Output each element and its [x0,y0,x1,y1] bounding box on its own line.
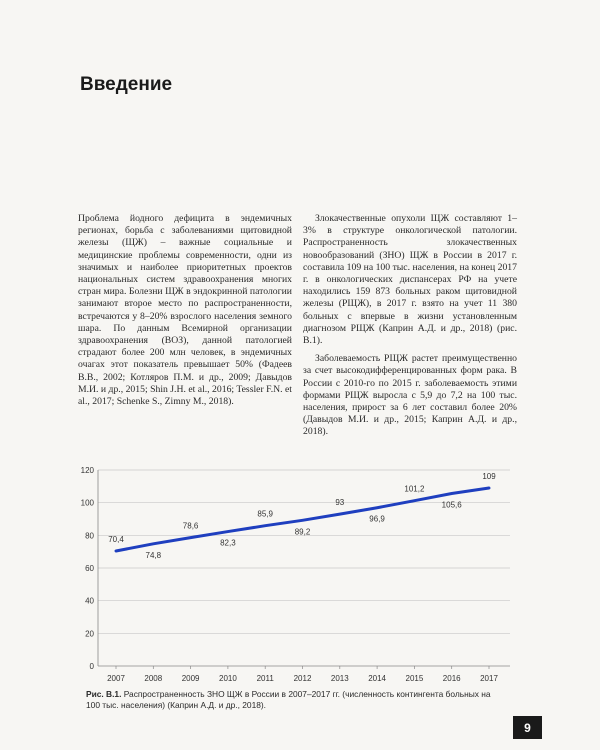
x-tick-label: 2010 [219,674,237,683]
caption-label: Рис. В.1. [86,689,122,699]
y-tick-label: 60 [85,564,94,573]
x-tick-label: 2015 [405,674,424,683]
data-label: 78,6 [182,521,199,531]
x-tick-label: 2013 [330,674,349,683]
x-tick-label: 2016 [442,674,461,683]
y-tick-label: 80 [85,531,94,541]
data-label: 82,3 [220,538,236,548]
data-label: 101,2 [404,484,425,494]
data-label: 93 [335,498,345,508]
figure-caption [86,689,504,711]
x-tick-label: 2014 [368,674,386,683]
data-label: 89,2 [294,527,311,537]
page-number: 9 [513,716,542,739]
page-title: Введение [80,74,173,95]
right-paragraph-1: Злокачественные опухоли ЩЖ составляют 1–3% в структуре онкологической патологии. Распространенность злокачественных новообразований (ЗНО) ЩЖ в России в 2017 г. составила 109 на 100 тыс. населения, на конец 2017 г. в онкологических диспансерах РФ на учете находились 159 873 больных раком щитовидной железы (РЩЖ), в 2017 г. взято на учет 11 380 больных с впервые в жизни установленным диагнозом РЩЖ (Каприн А.Д. и др., 2018) (рис. В.1). [303,213,517,347]
x-tick-label: 2011 [256,674,274,683]
right-paragraph-2: Заболеваемость РЩЖ растет преимущественно за счет высокодифференцированных форм рака. В России с 2010-го по 2015 г. заболеваемость этими формами РЩЖ выросла с 5,9 до 7,2 на 100 тыс. населения, прирост за 6 лет составил более 20% (Давыдов М.И. и др., 2015; Каприн А.Д. и др., 2018). [303,353,517,438]
y-tick-label: 0 [89,662,94,671]
data-label: 70,4 [108,535,124,545]
left-paragraph: Проблема йодного дефицита в эндемичных регионах, борьба с заболеваниями щитовидной железы (ЩЖ) – важные социальные и медицинские проблемы современности, одни из значимых и наиболее приоритетных проектов национальных систем здравоохранения многих стран мира. Болезни ЩЖ в эндокринной патологии занимают второе место по распространенности, встречаются у 8–20% взрослого населения земного шара. По данным Всемирной организации здравоохранения (ВОЗ), данной патологией страдают более 200 млн человек, в эндемичных очагах этот показатель превышает 50% (Фадеев В.В., 2002; Котляров П.М. и др., 2009; Давыдов М.И. и др., 2015; Shin J.H. et al., 2016; Tessler F.N. et al., 2017; Schenke S., Zimny M., 2018). [78,213,292,408]
caption-text: Распространенность ЗНО ЩЖ в России в 2007–2017 гг. (численность контингента больных на 100 тыс. населения) (Каприн А.Д. и др., 2018). [86,689,491,710]
data-label: 109 [482,471,496,481]
series-line [116,488,489,551]
data-label: 96,9 [369,514,385,524]
y-tick-label: 120 [80,466,94,475]
x-tick-label: 2012 [293,674,312,683]
data-label: 105,6 [441,500,462,510]
y-tick-label: 40 [85,596,94,606]
x-tick-label: 2009 [181,674,200,683]
x-tick-label: 2017 [480,674,498,683]
data-label: 74,8 [145,550,162,560]
y-tick-label: 100 [80,498,94,508]
x-tick-label: 2008 [144,674,163,683]
data-label: 85,9 [257,509,273,519]
x-tick-label: 2007 [107,674,125,683]
y-tick-label: 20 [85,629,94,639]
